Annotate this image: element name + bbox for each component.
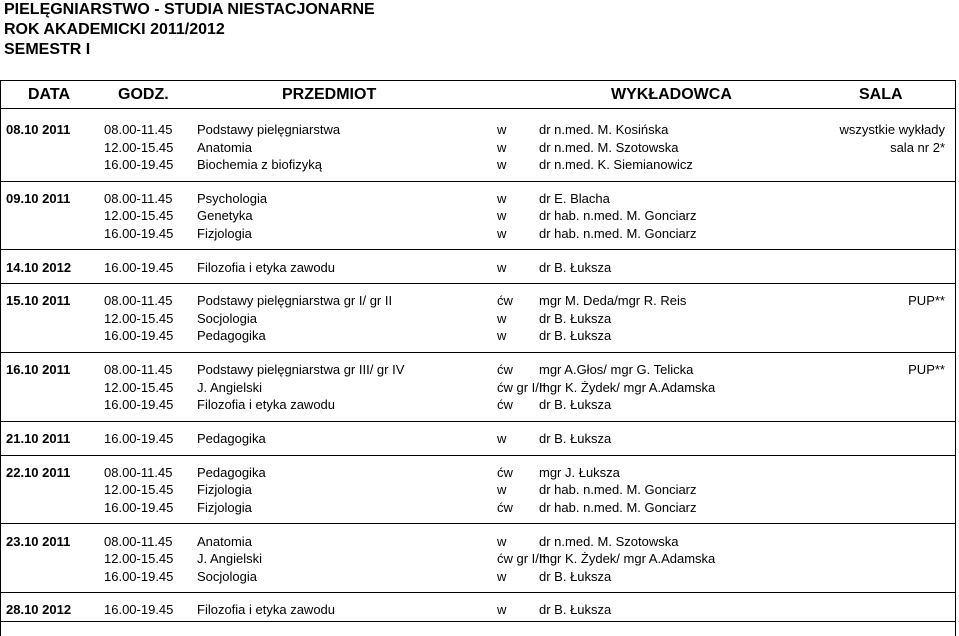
table-row: [0, 533, 959, 551]
table-row: [0, 550, 959, 568]
cell-type: ćw: [497, 499, 513, 515]
cell-subject: Filozofia i etyka zawodu: [197, 259, 336, 275]
cell-time: 12.00-15.45: [104, 208, 174, 224]
table-row: [0, 327, 959, 345]
cell-subject: Genetyka: [197, 208, 253, 224]
cell-time: 08.00-11.45: [104, 190, 173, 206]
cell-lecturer: dr n.med. K. Siemianowicz: [539, 157, 693, 172]
cell-subject: Socjologia: [197, 310, 257, 326]
cell-subject: Anatomia: [197, 139, 252, 155]
table-row: [0, 568, 959, 586]
cell-date: 15.10 2011: [6, 293, 71, 309]
table-row: [0, 310, 959, 328]
cell-date: 08.10 2011: [6, 122, 71, 137]
cell-subject: Filozofia i etyka zawodu: [197, 602, 336, 618]
cell-room: wszystkie wykłady: [839, 122, 945, 137]
cell-type: w: [497, 328, 507, 344]
cell-date: 09.10 2011: [6, 190, 71, 206]
cell-subject: Biochemia z biofizyką: [197, 157, 322, 172]
cell-time: 16.00-19.45: [104, 431, 174, 446]
cell-time: 16.00-19.45: [104, 328, 174, 344]
cell-subject: J. Angielski: [197, 379, 263, 395]
column-header-lecturer: WYKŁADOWCA: [611, 86, 732, 103]
cell-room: sala nr 2*: [890, 139, 945, 155]
cell-lecturer: dr hab. n.med. M. Gonciarz: [539, 208, 697, 224]
cell-subject: J. Angielski: [197, 551, 263, 567]
table-row: [0, 499, 959, 517]
table-row: [0, 430, 959, 448]
cell-lecturer: dr hab. n.med. M. Gonciarz: [539, 499, 697, 515]
table-row: [0, 259, 959, 277]
table-row: [0, 361, 959, 379]
cell-lecturer: dr n.med. M. Kosińska: [539, 122, 669, 137]
cell-subject: Podstawy pielęgniarstwa gr I/ gr II: [197, 293, 393, 309]
table-row: [0, 396, 959, 414]
cell-subject: Psychologia: [197, 190, 268, 206]
cell-time: 16.00-19.45: [104, 225, 174, 241]
cell-subject: Fizjologia: [197, 499, 252, 515]
table-row: [0, 464, 959, 482]
cell-subject: Filozofia i etyka zawodu: [197, 397, 336, 413]
cell-type: w: [497, 208, 507, 224]
cell-subject: Anatomia: [197, 533, 252, 549]
table-row: [0, 207, 959, 225]
cell-lecturer: dr B. Łuksza: [539, 259, 612, 275]
cell-subject: Fizjologia: [197, 225, 252, 241]
cell-type: w: [497, 533, 507, 549]
cell-subject: Socjologia: [197, 568, 257, 584]
table-row: [0, 121, 959, 139]
column-header-subject: PRZEDMIOT: [282, 86, 377, 103]
cell-room: PUP**: [908, 293, 945, 309]
cell-time: 12.00-15.45: [104, 379, 174, 395]
cell-time: 12.00-15.45: [104, 139, 174, 155]
day-separator: [0, 421, 956, 422]
column-header-date: DATA: [28, 86, 71, 103]
cell-subject: Podstawy pielęgniarstwa: [197, 122, 341, 137]
table-row: [0, 190, 959, 208]
cell-lecturer: dr hab. n.med. M. Gonciarz: [539, 225, 697, 241]
cell-time: 08.00-11.45: [104, 362, 173, 378]
cell-lecturer: dr B. Łuksza: [539, 602, 612, 618]
cell-time: 12.00-15.45: [104, 551, 174, 567]
semester: SEMESTR I: [4, 41, 91, 58]
cell-type: w: [497, 310, 507, 326]
cell-lecturer: mgr K. Żydek/ mgr A.Adamska: [539, 379, 716, 395]
cell-subject: Pedagogika: [197, 431, 266, 446]
cell-date: 28.10 2012: [6, 602, 72, 618]
table-row: [0, 601, 959, 619]
cell-lecturer: dr B. Łuksza: [539, 397, 612, 413]
cell-date: 22.10 2011: [6, 464, 71, 480]
table-bottom-border: [0, 621, 956, 622]
cell-time: 16.00-19.45: [104, 499, 174, 515]
cell-time: 08.00-11.45: [104, 533, 173, 549]
academic-year: ROK AKADEMICKI 2011/2012: [4, 21, 225, 38]
cell-type: w: [497, 225, 507, 241]
day-separator: [0, 181, 956, 182]
cell-type: w: [497, 482, 507, 498]
cell-subject: Pedagogika: [197, 328, 266, 344]
cell-subject: Fizjologia: [197, 482, 252, 498]
day-separator: [0, 455, 956, 456]
cell-type: w: [497, 568, 507, 584]
table-row: [0, 481, 959, 499]
table-row: [0, 225, 959, 243]
cell-type: w: [497, 190, 507, 206]
day-separator: [0, 523, 956, 524]
table-row: [0, 379, 959, 397]
cell-date: 23.10 2011: [6, 533, 71, 549]
cell-lecturer: dr n.med. M. Szotowska: [539, 139, 679, 155]
document-title: PIELĘGNIARSTWO - STUDIA NIESTACJONARNE: [4, 1, 375, 18]
cell-type: w: [497, 431, 507, 446]
cell-time: 16.00-19.45: [104, 568, 174, 584]
cell-date: 16.10 2011: [6, 362, 71, 378]
cell-type: ćw gr I/II: [497, 379, 547, 395]
cell-type: ćw: [497, 362, 513, 378]
cell-time: 08.00-11.45: [104, 293, 173, 309]
cell-date: 21.10 2011: [6, 431, 71, 446]
cell-lecturer: dr B. Łuksza: [539, 310, 612, 326]
cell-time: 16.00-19.45: [104, 259, 174, 275]
column-header-time: GODZ.: [118, 86, 169, 103]
cell-type: ćw gr I/II: [497, 551, 547, 567]
cell-time: 16.00-19.45: [104, 397, 174, 413]
cell-lecturer: dr B. Łuksza: [539, 431, 612, 446]
cell-lecturer: dr E. Blacha: [539, 190, 610, 206]
table-row: [0, 156, 959, 174]
cell-lecturer: mgr J. Łuksza: [539, 464, 620, 480]
cell-time: 12.00-15.45: [104, 482, 174, 498]
cell-type: w: [497, 139, 507, 155]
cell-lecturer: mgr M. Deda/mgr R. Reis: [539, 293, 687, 309]
cell-time: 16.00-19.45: [104, 602, 174, 618]
day-separator: [0, 283, 956, 284]
cell-type: w: [497, 602, 507, 618]
cell-type: w: [497, 259, 507, 275]
day-separator: [0, 352, 956, 353]
cell-room: PUP**: [908, 362, 945, 378]
day-separator: [0, 592, 956, 593]
cell-date: 14.10 2012: [6, 259, 72, 275]
cell-subject: Pedagogika: [197, 464, 266, 480]
cell-type: ćw: [497, 464, 513, 480]
cell-type: w: [497, 122, 507, 137]
cell-lecturer: mgr A.Głos/ mgr G. Telicka: [539, 362, 694, 378]
table-row: [0, 139, 959, 157]
cell-type: ćw: [497, 397, 513, 413]
cell-time: 08.00-11.45: [104, 464, 173, 480]
cell-lecturer: dr hab. n.med. M. Gonciarz: [539, 482, 697, 498]
table-row: [0, 292, 959, 310]
cell-lecturer: dr B. Łuksza: [539, 568, 612, 584]
cell-type: w: [497, 157, 507, 172]
cell-lecturer: dr B. Łuksza: [539, 328, 612, 344]
column-header-room: SALA: [859, 86, 903, 103]
cell-lecturer: dr n.med. M. Szotowska: [539, 533, 679, 549]
cell-time: 12.00-15.45: [104, 310, 174, 326]
cell-time: 16.00-19.45: [104, 157, 174, 172]
day-separator: [0, 249, 956, 250]
cell-type: ćw: [497, 293, 513, 309]
cell-subject: Podstawy pielęgniarstwa gr III/ gr IV: [197, 362, 405, 378]
cell-lecturer: mgr K. Żydek/ mgr A.Adamska: [539, 551, 716, 567]
cell-time: 08.00-11.45: [104, 122, 173, 137]
